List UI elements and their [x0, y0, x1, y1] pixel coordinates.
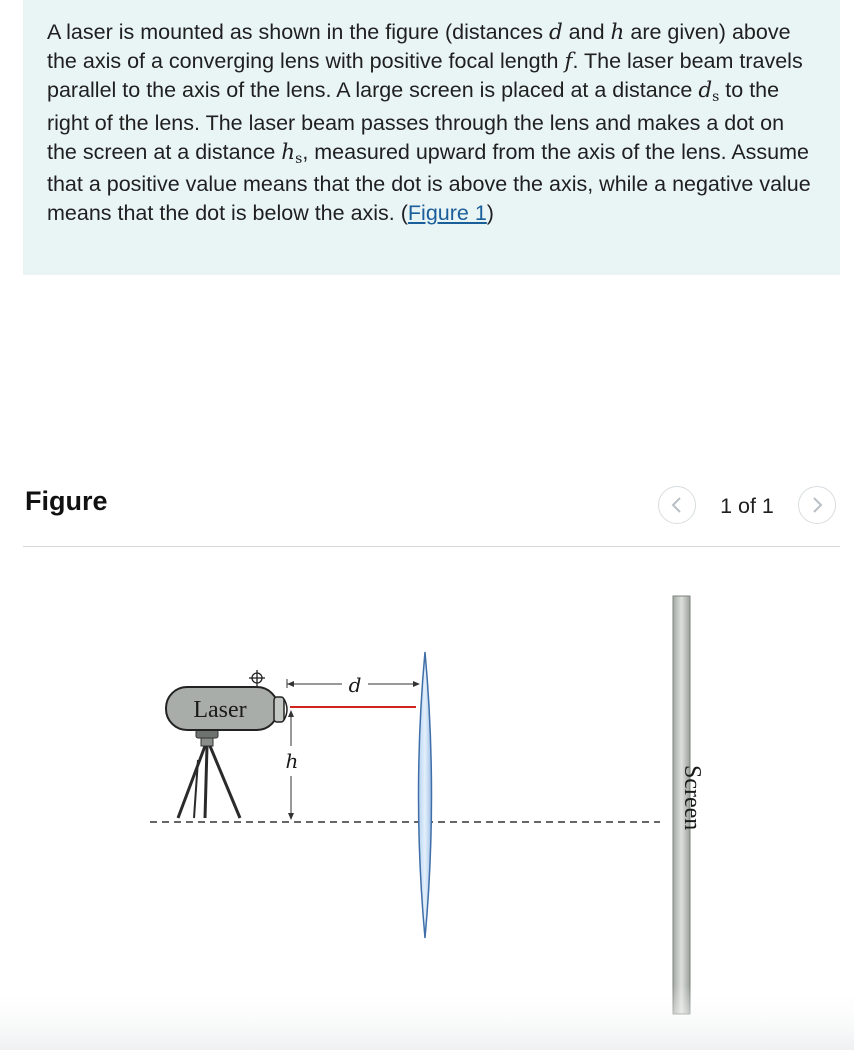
figure-title: Figure — [25, 486, 108, 516]
var-h: h — [610, 20, 625, 45]
previous-figure-button[interactable] — [658, 486, 696, 524]
converging-lens — [419, 652, 432, 938]
chevron-left-icon — [670, 496, 684, 514]
var-ds-subscript: s — [712, 89, 720, 106]
text-segment: are given) above the axis of a converging lens with positive focal length — [47, 20, 791, 74]
laser-device — [166, 670, 287, 730]
text-segment: . The laser beam travels parallel to the axis of the lens. A large screen is placed at a distance — [47, 49, 803, 103]
var-ds: d — [698, 78, 713, 104]
screen — [673, 596, 705, 1014]
figure-1-link[interactable]: Figure 1 — [407, 201, 487, 226]
page-indicator: 1 of 1 — [720, 494, 774, 518]
dimension-h — [286, 710, 299, 820]
text-segment: A laser is mounted as shown in the figure (distances — [47, 20, 549, 44]
laser-label: Laser — [193, 697, 247, 723]
text-segment: ) — [486, 201, 494, 226]
text-segment: and — [562, 20, 611, 44]
var-d: d — [548, 20, 563, 45]
d-label: d — [348, 673, 362, 697]
var-hs-subscript: s — [295, 150, 303, 167]
var-f: f — [564, 49, 573, 75]
chevron-right-icon — [810, 496, 824, 514]
screen-label: Screen — [679, 765, 705, 831]
figure-header — [23, 480, 840, 547]
h-label: h — [285, 749, 299, 773]
text-segment: , measured upward from the axis of the lens. Assume that a positive value means that the dot is above the axis, while a negative value means that the dot is below the axis. ( — [47, 139, 811, 226]
bottom-fade — [0, 985, 854, 1050]
dimension-d — [287, 673, 420, 697]
problem-text — [47, 18, 818, 228]
problem-statement — [23, 0, 840, 275]
figure-pager — [650, 486, 840, 528]
var-hs: h — [281, 139, 296, 165]
laser-lens-diagram — [0, 548, 854, 1050]
tripod — [178, 730, 240, 818]
next-figure-button[interactable] — [798, 486, 836, 524]
text-segment: to the right of the lens. The laser beam passes through the lens and makes a dot on the screen at a distance — [47, 78, 785, 164]
